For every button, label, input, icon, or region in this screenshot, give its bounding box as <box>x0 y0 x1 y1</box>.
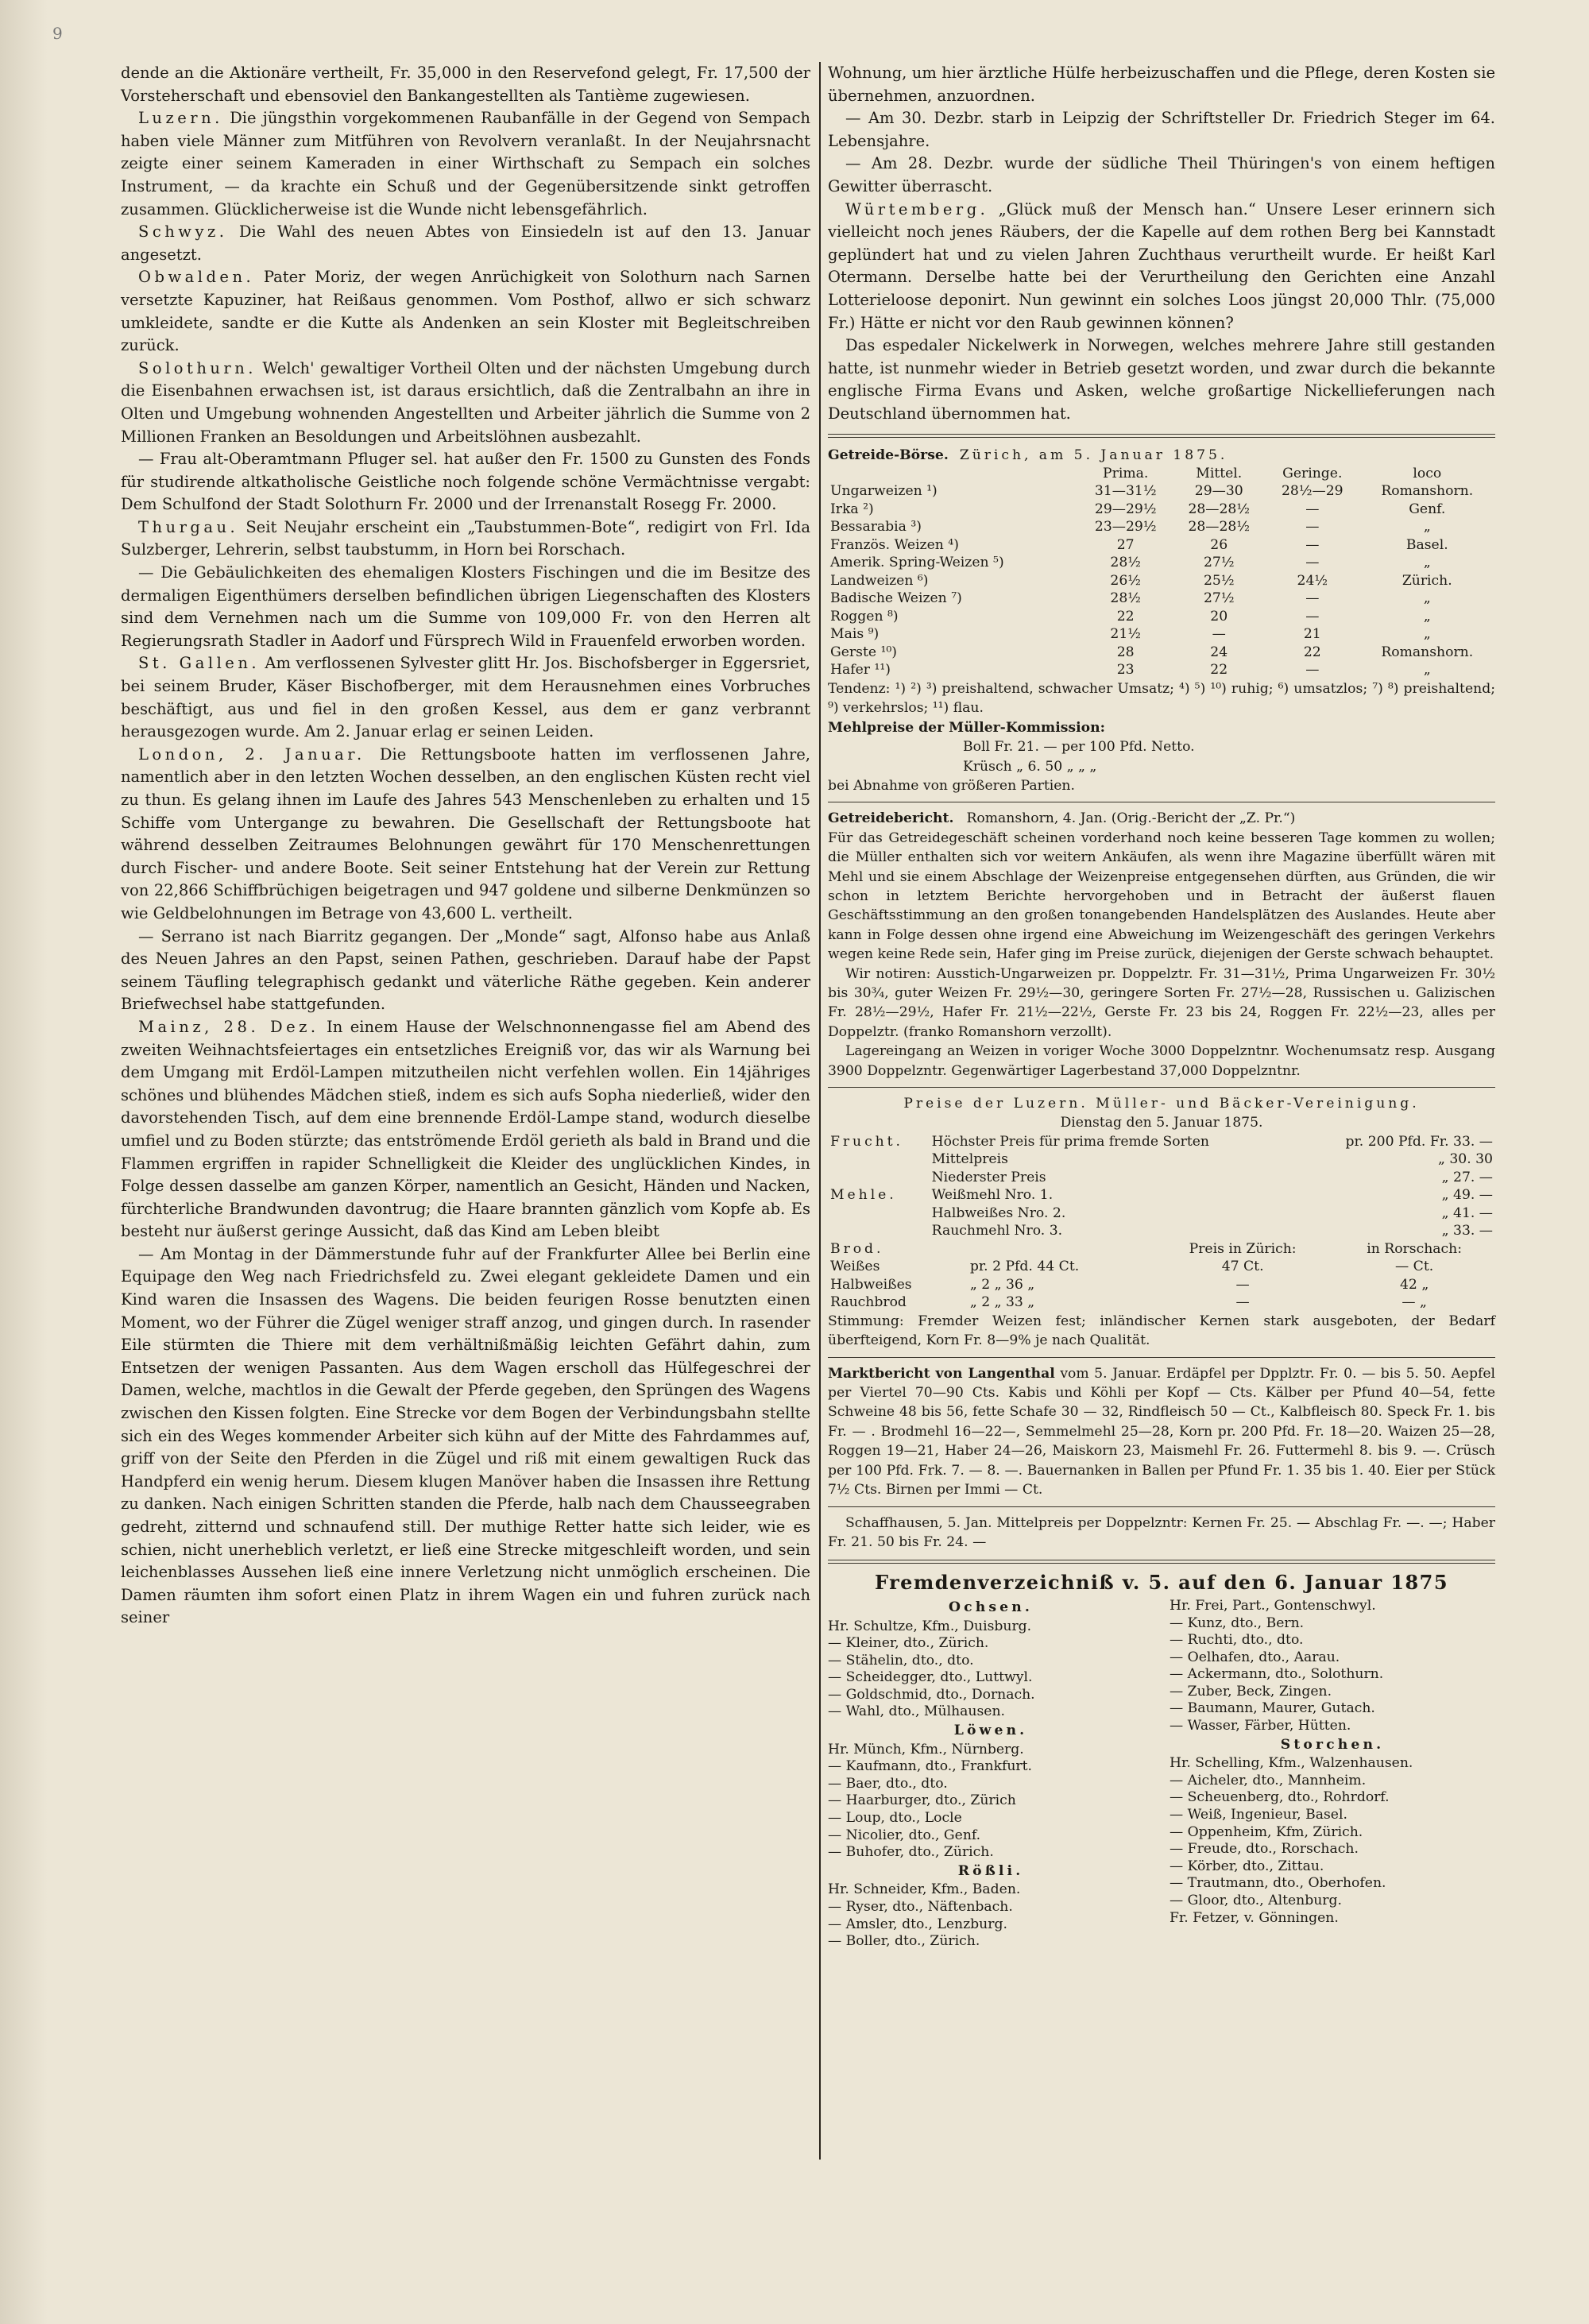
grain-price: 29—30 <box>1194 483 1243 500</box>
grain-price: — <box>1305 536 1320 553</box>
dateline-stgallen: St. Gallen. <box>138 654 261 673</box>
lz-category <box>828 1205 930 1223</box>
grain-price: 21 <box>1303 626 1321 643</box>
lz-row <box>828 1186 1495 1205</box>
brod-body <box>828 1258 1495 1312</box>
boerse-row <box>828 644 1495 662</box>
brod-kind: Halbweißes <box>830 1276 912 1293</box>
boerse-col-head: Geringe. <box>1282 465 1343 481</box>
mehl-kruesch: Krüsch „ 6. 50 „ „ „ <box>963 758 1097 775</box>
grain-price: „ <box>1423 555 1431 571</box>
boerse-place: Zürich, am 5. Januar 1875. <box>959 447 1228 463</box>
boerse-header <box>828 446 1495 465</box>
schaffhausen: Schaffhausen, 5. Jan. Mittelpreis per Doppelzntr: Kernen Fr. 25. — Abschlag Fr. —. —; Haber Fr. 21. 50 bis Fr. 24. — <box>828 1514 1495 1550</box>
grain-name: Amerik. Spring-Weizen ⁵) <box>830 555 1004 571</box>
article-obwalden-text: Pater Moriz, der wegen Anrüchigkeit von Solothurn nach Sarnen versetzte Kapuziner, hat Reißaus genommen. Vom Posthof, allwo er sich schwarz umkleidete, sandte er die Kutte als Andenken an sein Kloster mit Begleitschreiben zurück. <box>121 268 810 355</box>
dateline-london: London, 2. Januar. <box>138 744 365 764</box>
brod-price: — Ct. <box>1395 1259 1434 1275</box>
article-luzern <box>121 107 810 221</box>
guest-entry: — Trautmann, dto., Oberhofen. <box>1170 1875 1386 1892</box>
lz-item: Höchster Preis für prima fremde Sorten <box>931 1133 1209 1150</box>
guest-entry: Fr. Fetzer, v. Gönningen. <box>1170 1909 1339 1926</box>
lz-item: Weißmehl Nro. 1. <box>931 1187 1054 1204</box>
boerse-row <box>828 572 1495 590</box>
article-obwalden <box>121 266 810 357</box>
mehl-head: Mehlpreise der Müller-Kommission: <box>828 719 1105 736</box>
lz-category <box>828 1169 930 1187</box>
article-solothurn-text: Welch' gewaltiger Vortheil Olten und der nächsten Umgebung durch die Eisenbahnen erwachsen ist, ist daraus ersichtlich, daß die Zentralbahn an ihre in Olten und Umgebung wohnenden Angestellten und Arbeiter jährlich die Summe von 2 Millionen Franken an Besoldungen und Arbeitslöhnen ausbezahlt. <box>121 358 810 446</box>
guest-entry: — Scheidegger, dto., Luttwyl. <box>828 1669 1033 1686</box>
lz-price: pr. 200 Pfd. Fr. 33. — <box>1345 1133 1493 1150</box>
brod-price: „ 2 „ 36 „ <box>969 1276 1035 1293</box>
guest-entry: — Weiß, Ingenieur, Basel. <box>1170 1807 1347 1823</box>
lz-item: Niederster Preis <box>931 1169 1046 1185</box>
boerse-row <box>828 482 1495 501</box>
guest-entry: — Kunz, dto., Bern. <box>1170 1614 1305 1631</box>
brod-kind: Weißes <box>830 1259 880 1275</box>
grain-price: 28½ <box>1110 555 1141 571</box>
lz-price: „ 49. — <box>1441 1187 1493 1204</box>
dateline-schwyz: Schwyz. <box>138 222 228 242</box>
boerse-col-head: Prima. <box>1103 465 1149 481</box>
mehlpreise <box>828 718 1495 796</box>
langenthal-bericht <box>828 1364 1495 1500</box>
page-edge-shadow <box>0 0 48 2324</box>
guest-entry: Hr. Schelling, Kfm., Walzenhausen. <box>1170 1755 1413 1772</box>
boerse-body <box>828 482 1495 679</box>
article-mainz-text: In einem Hause der Welschnonnengasse fiel am Abend des zweiten Weihnachtsfeiertages ein entsetzliches Ereigniß vor, das wir als Warnung bei dem Umgang mit Erdöl-Lampen mitzutheilen nicht verfehlen wollen. Ein 14jähriges schönes und blühendes Mädchen stieß, indem es sich aufs Sopha niederließ, wider den davorstehenden Tisch, auf dem eine brennende Erdöl-Lampe stand, wodurch dieselbe umfiel und zu Boden stürzte; das entströmende Erdöl gerieth als bald in Brand und die Flammen ergriffen in rapider Schnelligkeit die Kleider des unglücklichen Kindes, in Folge dessen dasselbe am ganzen Körper, namentlich an Gesicht, Händen und Nacken, fürchterliche Brandwunden davontrug; die Haare brannten gänzlich vom Kopfe ab. Es besteht nur äußerst geringe Aussicht, daß das Kind am Leben bleibt <box>121 1017 810 1241</box>
guest-entry: — Buhofer, dto., Zürich. <box>828 1844 994 1861</box>
article-schwyz-text: Die Wahl des neuen Abtes von Einsiedeln ist auf den 13. Januar angesetzt. <box>121 222 810 264</box>
grain-price: 20 <box>1210 608 1228 625</box>
brod-price: — <box>1235 1276 1250 1293</box>
brod-price: — „ <box>1401 1294 1427 1311</box>
article-thurgau-text: Seit Neujahr erscheint ein „Taubstummen-Bote“, redigirt von Frl. Ida Sulzberger, Lehrerin, selbst taubstumm, in Horn bei Rorschach. <box>121 517 810 559</box>
right-column <box>828 62 1495 1951</box>
hotel-name: Löwen. <box>953 1723 1028 1739</box>
grain-price: 27½ <box>1203 590 1235 607</box>
lz-table <box>828 1133 1495 1240</box>
lz-price: „ 33. — <box>1441 1223 1493 1239</box>
lz-item: Halbweißes Nro. 2. <box>931 1205 1066 1221</box>
lz-body <box>828 1133 1495 1240</box>
article-norwegen: Das espedaler Nickelwerk in Norwegen, welches mehrere Jahre still gestanden hatte, ist nunmehr wieder in Betrieb gesetzt worden, und zwar durch die bekannte englische Firma Evans und Asken, welche großartige Nickellieferungen nach Deutschland übernommen hat. <box>828 336 1495 423</box>
grain-price: Romanshorn. <box>1381 644 1474 660</box>
article-london <box>121 744 810 926</box>
article-solothurn <box>121 358 810 448</box>
langenthal-text: vom 5. Januar. Erdäpfel per Dpplztr. Fr. 0. — bis 5. 50. Aepfel per Viertel 70—90 Cts. Kabis und Köhli per Kopf — Cts. Kälber per Pfund 40—54, fette Schweine 48 bis 56, fette Schafe 30 — 32, Rindfleisch 50 — Ct., Kalbfleisch 80. Speck Fr. 1. bis Fr. — . Brodmehl 16—22—, Semmelmehl 25—28, Korn pr. 200 Pfd. Fr. 18—20. Waizen 25—28, Roggen 19—21, Haber 24—26, Maiskorn 23, Maismehl Fr. 26. Futtermehl 8. bis 9. —. Crüsch per 100 Pfd. Frk. 7. — 8. —. Bauernanken in Ballen per Pfund Fr. 1. 35 bis 1. 40. Eier per Stück 7½ Cts. Birnen per Immi — Ct. <box>828 1365 1495 1498</box>
grain-price: Romanshorn. <box>1381 483 1474 500</box>
grain-price: 28½ <box>1110 590 1141 607</box>
lz-row <box>828 1150 1495 1169</box>
lz-head: Preise der Luzern. Müller- und Bäcker-Vereinigung. <box>903 1096 1420 1112</box>
gb-header <box>828 809 1495 828</box>
guest-entry: Hr. Münch, Kfm., Nürnberg. <box>828 1741 1024 1758</box>
grain-price: 28—28½ <box>1188 501 1251 517</box>
article-thueringen: — Am 28. Dezbr. wurde der südliche Theil Thüringen's von einem heftigen Gewitter überrascht. <box>828 154 1495 195</box>
grain-price: — <box>1305 519 1320 536</box>
guest-entry: — Freude, dto., Rorschach. <box>1170 1841 1359 1858</box>
brod-header-row <box>828 1240 1495 1259</box>
hotel-name: Ochsen. <box>949 1599 1033 1615</box>
left-column <box>121 62 810 1630</box>
grain-name: Landweizen ⁶) <box>830 572 929 589</box>
grain-price: „ <box>1423 626 1431 643</box>
grain-price: 28½—29 <box>1281 483 1343 500</box>
grain-price: „ <box>1423 608 1431 625</box>
dateline-solothurn: Solothurn. <box>138 358 257 377</box>
grain-name: Gerste ¹⁰) <box>830 644 897 660</box>
grain-price: 27 <box>1116 536 1135 553</box>
brod-row <box>828 1276 1495 1294</box>
guest-entry: — Ackermann, dto., Solothurn. <box>1170 1666 1384 1683</box>
lz-price: „ 27. — <box>1441 1169 1493 1185</box>
section-divider <box>828 1506 1495 1507</box>
guest-entry: — Baer, dto., dto. <box>828 1775 948 1792</box>
guest-entry: — Kaufmann, dto., Frankfurt. <box>828 1758 1033 1775</box>
boerse-row <box>828 536 1495 555</box>
guest-entry: — Ryser, dto., Näftenbach. <box>828 1899 1013 1915</box>
guest-entry: — Loup, dto., Locle <box>828 1810 962 1827</box>
boerse-row <box>828 625 1495 644</box>
brod-head: Brod. <box>830 1240 884 1257</box>
article-thurgau <box>121 516 810 562</box>
hotel-name: Storchen. <box>1280 1736 1385 1753</box>
grain-name: Französ. Weizen ⁴) <box>830 536 959 553</box>
brod-col-head: Preis in Zürich: <box>1189 1240 1297 1257</box>
article-london-text: Die Rettungsboote hatten im verflossenen Jahre, namentlich aber in den letzten Wochen desselben, an den englischen Küsten recht viel zu thun. Es gelang ihnen im Laufe des Jahres 543 Menschenleben zu erhalten und 15 Schiffe vom Untergange zu bewahren. Die Gesellschaft der Rettungsboote hat während desselben Zeitraumes Belohnungen gewährt für 170 Menschenrettungen durch Fischer- und andere Boote. Seit seiner Entstehung hat der Verein zur Rettung von 22,866 Schiffbrüchigen beigetragen und 947 goldene und silberne Denkmünzen so wie Geldbelohnungen im Betrage von 43,600 L. vertheilt. <box>121 744 811 922</box>
grain-price: — <box>1305 501 1320 517</box>
grain-name: Ungarweizen ¹) <box>830 483 938 500</box>
fremden-col-right <box>1170 1598 1495 1951</box>
section-divider <box>828 434 1495 438</box>
grain-price: 26 <box>1210 536 1228 553</box>
guest-entry: — Oppenheim, Kfm, Zürich. <box>1170 1823 1363 1840</box>
guest-entry: — Körber, dto., Zittau. <box>1170 1858 1324 1874</box>
section-divider <box>828 1560 1495 1564</box>
grain-price: 31—31½ <box>1094 483 1157 500</box>
dateline-wuertemberg: Würtemberg. <box>845 199 989 218</box>
grain-price: 27½ <box>1203 555 1235 571</box>
grain-price: 22 <box>1303 644 1321 660</box>
luzern-preise <box>828 1094 1495 1351</box>
lz-category: Frucht. <box>830 1133 903 1150</box>
grain-price: Basel. <box>1405 536 1448 553</box>
grain-price: — <box>1305 662 1320 679</box>
article-wuertemberg-text: „Glück muß der Mensch han.“ Unsere Leser erinnern sich vielleicht noch jenes Räubers, der die Kapelle auf dem rothen Berg bei Kannstadt geplündert hat und zu vielen Jahren Zuchthaus verurtheilt wurde. Er heißt Karl Otermann. Derselbe hatte bei der Verurtheilung den Gerichten eine Anzahl Lotterieloose deponirt. Nun gewinnt ein solches Loos jüngst 20,000 Thlr. (75,000 Fr.) Hätte er nicht vor den Raub gewinnen können? <box>828 199 1495 332</box>
grain-price: — <box>1305 608 1320 625</box>
lz-category <box>828 1150 930 1169</box>
dateline-thurgau: Thurgau. <box>138 517 239 536</box>
article-stgallen-text: Am verflossenen Sylvester glitt Hr. Jos. Bischofsberger in Eggersriet, bei seinem Bruder, Käser Bischofberger, mit dem Herausnehmen eines Vorbruches beschäftigt, aus und fiel in den großen Kessel, aus dem er ganz verbrannt herausgezogen wurde. Am 2. Januar erlag er seinen Leiden. <box>121 654 810 741</box>
dateline-mainz: Mainz, 28. Dez. <box>138 1017 319 1036</box>
article-thurgau-2: — Die Gebäulichkeiten des ehemaligen Klosters Fischingen und die im Besitze des dermaligen Eigenthümers derselben befindlichen übrigen Liegenschaften des Klosters sind dem Vernehmen nach um die Summe von 109,000 Fr. von den Herren alt Regierungsrath Stadler in Aadorf und Fürsprech Wild in Frauenfeld erworben worden. <box>121 563 810 650</box>
grain-price: 23—29½ <box>1094 519 1157 536</box>
grain-name: Hafer ¹¹) <box>830 662 891 679</box>
grain-price: 23 <box>1116 662 1135 679</box>
guest-entry: — Goldschmid, dto., Dornach. <box>828 1686 1035 1703</box>
brod-price: — <box>1235 1294 1250 1311</box>
boerse-col-head: loco <box>1413 465 1442 481</box>
boerse-label: Getreide-Börse. <box>828 447 949 463</box>
getreidebericht <box>828 809 1495 1081</box>
article-serrano: — Serrano ist nach Biarritz gegangen. Der „Monde“ sagt, Alfonso habe aus Anlaß des Neuen Jahres an den Papst, seinen Pathen, geschrieben. Darauf habe der Papst seinem Täufling telegraphisch gedankt und väterliche Räthe gegeben. Kein anderer Briefwechsel habe stattgefunden. <box>121 926 810 1014</box>
gb-lager: Lagereingang an Weizen in voriger Woche 3000 Doppelzntnr. Wochenumsatz resp. Ausgang 3900 Doppelzntr. Gegenwärtiger Lagerbestand 37,000 Doppelzntnr. <box>828 1043 1495 1079</box>
article-mainz <box>121 1016 810 1243</box>
lz-category <box>828 1222 930 1240</box>
gb-head: Getreidebericht. <box>828 810 954 827</box>
section-divider <box>828 1087 1495 1088</box>
guest-entry: — Wasser, Färber, Hütten. <box>1170 1718 1351 1734</box>
langenthal-head: Marktbericht von Langenthal <box>828 1365 1055 1382</box>
lz-row <box>828 1222 1495 1240</box>
gb-notiren: Wir notiren: Ausstich-Ungarweizen pr. Doppelztr. Fr. 31—31½, Prima Ungarweizen Fr. 30½ bis 30¾, guter Weizen Fr. 29½—30, geringere Sorten Fr. 27½—28, Russischen u. Galizischen Fr. 28½—29½, Hafer Fr. 21½—22½, Gerste Fr. 23 bis 24, Roggen Fr. 22½—23, alles per Doppelztr. (franko Romanshorn verzollt). <box>828 965 1495 1040</box>
boerse-row <box>828 590 1495 608</box>
guest-entry: Hr. Frei, Part., Gontenschwyl. <box>1170 1597 1376 1614</box>
boerse-tendenz: Tendenz: ¹) ²) ³) preishaltend, schwacher Umsatz; ⁴) ⁵) ¹⁰) ruhig; ⁶) umsatzlos; ⁷) ⁸) preishaltend; ⁹) verkehrslos; ¹¹) flau. <box>828 680 1495 717</box>
guest-entry: — Stähelin, dto., dto. <box>828 1652 974 1669</box>
grain-name: Badische Weizen ⁷) <box>830 590 962 607</box>
grain-price: 28—28½ <box>1188 519 1251 536</box>
grain-price: Genf. <box>1409 501 1446 517</box>
dateline-luzern: Luzern. <box>138 109 223 128</box>
article-stgallen <box>121 652 810 743</box>
grain-price: 26½ <box>1110 572 1141 589</box>
grain-price: 22 <box>1116 608 1135 625</box>
brod-price: pr. 2 Pfd. 44 Ct. <box>969 1259 1080 1275</box>
guest-entry: — Scheuenberg, dto., Rohrdorf. <box>1170 1789 1390 1806</box>
grain-price: — <box>1305 590 1320 607</box>
lz-category: Mehle. <box>830 1187 897 1204</box>
brod-col-head: in Rorschach: <box>1367 1240 1463 1257</box>
brod-row <box>828 1258 1495 1276</box>
mehl-boll: Boll Fr. 21. — per 100 Pfd. Netto. <box>963 739 1195 756</box>
lz-item: Mittelpreis <box>931 1151 1008 1168</box>
grain-name: Irka ²) <box>830 501 874 517</box>
lz-price: „ 41. — <box>1441 1205 1493 1221</box>
fremden-title: Fremdenverzeichniß v. 5. auf den 6. Januar 1875 <box>875 1571 1448 1595</box>
grain-price: „ <box>1423 519 1431 536</box>
lz-stimmung: Stimmung: Fremder Weizen fest; inländischer Kernen stark ausgeboten, der Bedarf überfteigend, Korn Fr. 8—9% je nach Qualität. <box>828 1313 1495 1349</box>
boerse-row <box>828 501 1495 519</box>
article-berlin: — Am Montag in der Dämmerstunde fuhr auf der Frankfurter Allee bei Berlin eine Equipage den Weg nach Friedrichsfeld zu. Zwei elegant gekleidete Damen und ein Kind waren die Insassen des Wagens. Die beiden feurigen Rosse benutzten einen Moment, wo der Führer die Zügel weniger straff anzog, und gingen durch. In rasender Eile stürmten die Thiere mit dem verhältnißmäßig leichten Gefährt dahin, zum Entsetzen der wenigen Passanten. Aus dem Wagen erscholl das Hülfegeschrei der Damen, welche, machtlos in die Gewalt der Pferde gegeben, den Sprüngen des Wagens zwischen den Kissen folgten. Eine Strecke vor dem Bogen der Verbindungsbahn stellte sich ein des Weges kommender Arbeiter sich kühn auf der Mitte des Fahrdammes auf, griff von der Seite den Pferden in die Zügel und riß mit einem gewaltigen Ruck das Handpferd ein wenig herum. Diesem klugen Manöver haben die Insassen ihre Rettung zu danken. Nach einigen Schritten standen die Pferde, halb nach dem Chausseegraben gedreht, zitternd und schnaufend still. Der muthige Retter hatte sich leider, wie es schien, nicht unerheblich verletzt, er ließ eine Strecke mitgeschleift worden, und sein leichenblasses Aussehen ließ eine innere Verletzung nicht unmöglich erscheinen. Die Damen räumten ihm sofort einen Platz in ihrem Wagen ein und fuhren zurück nach seiner <box>121 1244 810 1627</box>
guest-entry: — Wahl, dto., Mülhausen. <box>828 1703 1005 1720</box>
grain-price: „ <box>1423 662 1431 679</box>
grain-name: Roggen ⁸) <box>830 608 899 625</box>
guest-entry: — Boller, dto., Zürich. <box>828 1933 980 1950</box>
fremden-columns <box>828 1598 1495 1951</box>
article-wuertemberg <box>828 199 1495 335</box>
lz-date: Dienstag den 5. Januar 1875. <box>1060 1115 1263 1131</box>
boerse-row <box>828 608 1495 626</box>
brod-price: 47 Ct. <box>1221 1259 1264 1275</box>
grain-price: 28 <box>1116 644 1135 660</box>
article-schwyz <box>121 221 810 266</box>
guest-entry: — Gloor, dto., Altenburg. <box>1170 1893 1342 1908</box>
brod-price: 42 „ <box>1400 1276 1429 1293</box>
brod-kind: Rauchbrod <box>830 1294 907 1311</box>
section-divider <box>828 1357 1495 1358</box>
langenthal-paragraph <box>828 1364 1495 1500</box>
grain-price: 29—29½ <box>1094 501 1157 517</box>
boerse-table <box>828 465 1495 679</box>
grain-price: Zürich. <box>1401 572 1452 589</box>
article-solothurn-2: — Frau alt-Oberamtmann Pfluger sel. hat außer den Fr. 1500 zu Gunsten des Fonds für studirende altkatholische Geistliche noch folgende schöne Vermächtnisse vergabt: Dem Schulfond der Stadt Solothurn Fr. 2000 und der Irrenanstalt Rosegg Fr. 2000. <box>121 450 810 514</box>
guest-entry: — Baumann, Maurer, Gutach. <box>1170 1700 1375 1717</box>
grain-price: 21½ <box>1110 626 1141 643</box>
brod-price: „ 2 „ 33 „ <box>969 1294 1035 1311</box>
boerse-header-row <box>828 465 1495 483</box>
guest-entry: Hr. Schultze, Kfm., Duisburg. <box>828 1618 1032 1634</box>
guest-entry: — Haarburger, dto., Zürich <box>828 1792 1016 1809</box>
lz-price: „ 30. 30 <box>1437 1151 1493 1168</box>
article-berlin-continuation: Wohnung, um hier ärztliche Hülfe herbeizuschaffen und die Pflege, deren Kosten sie übernehmen, anzuordnen. <box>828 64 1495 105</box>
grain-price: 24½ <box>1297 572 1328 589</box>
lz-row <box>828 1133 1495 1151</box>
dateline-obwalden: Obwalden. <box>138 268 255 287</box>
grain-price: — <box>1212 626 1226 643</box>
boerse-row <box>828 554 1495 572</box>
guest-entry: — Ruchti, dto., dto. <box>1170 1632 1304 1649</box>
article-luzern-text: Die jüngsthin vorgekommenen Raubanfälle in der Gegend von Sempach haben viele Männer zum Mitführen von Revolvern veranlaßt. In der Neujahrsnacht zeigte einer seinem Kameraden in einer Wirthschaft zu Sempach ein solches Instrument, — da krachte ein Schuß und der Gegenübersitzende sinkt getroffen zusammen. Glücklicherweise ist die Wunde nicht lebensgefährlich. <box>121 109 810 218</box>
boerse-col-blank <box>828 465 1079 483</box>
boerse-row <box>828 518 1495 536</box>
guest-entry: — Nicolier, dto., Genf. <box>828 1827 981 1843</box>
boerse-col-head: Mittel. <box>1196 465 1243 481</box>
lz-item: Rauchmehl Nro. 3. <box>931 1223 1063 1239</box>
getreide-boerse <box>828 446 1495 796</box>
corner-mark: 9 <box>52 24 63 43</box>
boerse-row <box>828 661 1495 679</box>
grain-price: 25½ <box>1203 572 1235 589</box>
guest-entry: — Oelhafen, dto., Aarau. <box>1170 1649 1340 1665</box>
gb-text: Für das Getreidegeschäft scheinen vorderhand noch keine besseren Tage kommen zu wollen; die Müller enthalten sich vor weitern Ankäufen, als wenn ihre Magazine überfüllt wären mit Mehl und sie einem Abschlage der Weizenpreise entgegensehen dürften, aus Gründen, die wir schon in letztem Berichte hervorgehoben und in Betracht der äußerst flauen Geschäftsstimmung an den großen tonangebenden Handelsplätzen des Auslandes. Heute aber kann in Folge dessen ohne irgend eine Abweichung im Weizengeschäft des geringen Verkehrs wegen keine Rede sein, Hafer ging im Preise zurück, diejenigen der Gerste schwach behauptet. <box>828 829 1495 963</box>
hotel-name: Rößli. <box>957 1862 1024 1879</box>
grain-name: Mais ⁹) <box>830 626 880 643</box>
brod-row <box>828 1293 1495 1312</box>
guest-entry: — Kleiner, dto., Zürich. <box>828 1635 989 1652</box>
guest-entry: — Amsler, dto., Lenzburg. <box>828 1916 1007 1932</box>
guest-entry: — Zuber, Beck, Zingen. <box>1170 1683 1332 1699</box>
gb-place: Romanshorn, 4. Jan. (Orig.-Bericht der „Z. Pr.“) <box>966 810 1296 827</box>
grain-price: „ <box>1423 590 1431 607</box>
grain-price: 24 <box>1210 644 1228 660</box>
fremden-col-left <box>828 1598 1154 1951</box>
grain-name: Bessarabia ³) <box>830 519 922 536</box>
brod-table <box>828 1240 1495 1312</box>
column-divider <box>819 62 821 2160</box>
article-continuation: dende an die Aktionäre vertheilt, Fr. 35,000 in den Reservefond gelegt, Fr. 17,500 der Vorsteherschaft und ebensoviel den Bankangestellten als Tantième zugewiesen. <box>121 64 810 105</box>
lz-row <box>828 1169 1495 1187</box>
lz-row <box>828 1205 1495 1223</box>
article-leipzig: — Am 30. Dezbr. starb in Leipzig der Schriftsteller Dr. Friedrich Steger im 64. Lebensjahre. <box>828 109 1495 150</box>
grain-price: — <box>1305 555 1320 571</box>
grain-price: 22 <box>1210 662 1228 679</box>
brod-col-blank <box>968 1240 1152 1259</box>
mehl-note: bei Abnahme von größeren Partien. <box>828 777 1075 794</box>
guest-entry: Hr. Schneider, Kfm., Baden. <box>828 1881 1021 1898</box>
fremdenverzeichnis <box>828 1572 1495 1950</box>
guest-entry: — Aicheler, dto., Mannheim. <box>1170 1772 1367 1788</box>
